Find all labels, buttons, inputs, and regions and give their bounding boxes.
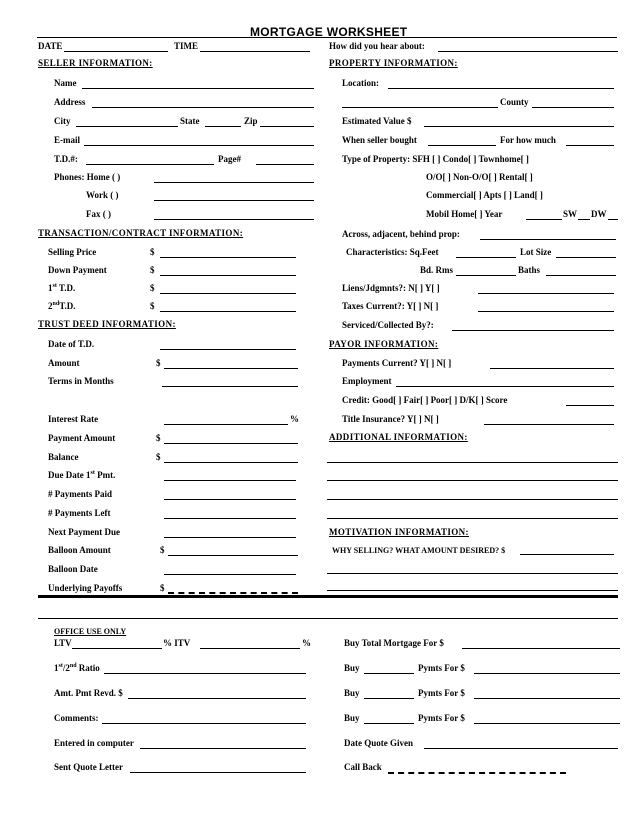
buy-total-field[interactable] <box>462 648 620 649</box>
additional-line-2[interactable] <box>327 480 618 481</box>
motivation-heading: MOTIVATION INFORMATION: <box>329 527 469 537</box>
section-divider <box>38 595 618 598</box>
dw-field[interactable] <box>608 219 618 220</box>
payment-amount-field[interactable] <box>164 443 298 444</box>
amount-field[interactable] <box>164 368 298 369</box>
buy-2-label: Buy <box>344 688 360 698</box>
selling-price-field[interactable] <box>160 257 296 258</box>
employment-label: Employment <box>342 376 392 386</box>
how-much-field[interactable] <box>566 145 614 146</box>
pymts-2-field[interactable] <box>474 698 620 699</box>
buy-2-pymts-field[interactable] <box>364 698 414 699</box>
itv-pct: % <box>302 638 311 648</box>
selling-price-label: Selling Price <box>48 247 97 257</box>
pymts-1-field[interactable] <box>474 673 620 674</box>
second-td-field[interactable] <box>160 311 296 312</box>
second-td-dollar: $ <box>150 301 155 311</box>
date-field[interactable] <box>64 51 168 52</box>
first-td-dollar: $ <box>150 283 155 293</box>
down-payment-label: Down Payment <box>48 265 107 275</box>
lot-size-field[interactable] <box>556 257 616 258</box>
balloon-amount-dollar: $ <box>160 545 165 555</box>
ltv-label: LTV <box>54 638 72 648</box>
buy-3-label: Buy <box>344 713 360 723</box>
terms-label: Terms in Months <box>48 376 114 386</box>
selling-price-dollar: $ <box>150 247 155 257</box>
seller-city-field[interactable] <box>76 126 178 127</box>
call-back-field[interactable] <box>388 772 566 774</box>
seller-state-label: State <box>180 116 200 126</box>
location-line2-field[interactable] <box>342 107 498 108</box>
payments-paid-label: # Payments Paid <box>48 489 112 499</box>
additional-line-1[interactable] <box>327 462 618 463</box>
additional-heading: ADDITIONAL INFORMATION: <box>329 432 468 442</box>
payments-paid-field[interactable] <box>164 499 296 500</box>
balance-dollar: $ <box>156 452 161 462</box>
title-rule <box>37 37 617 38</box>
entered-field[interactable] <box>140 748 306 749</box>
baths-field[interactable] <box>546 275 616 276</box>
why-selling-label: WHY SELLING? WHAT AMOUNT DESIRED? $ <box>332 546 506 555</box>
year-field[interactable] <box>526 219 562 220</box>
seller-city-label: City <box>54 116 71 126</box>
type-property-row4[interactable]: Mobil Home[ ] Year <box>426 209 503 219</box>
interest-rate-pct: % <box>290 414 299 424</box>
payments-current-label[interactable]: Payments Current? Y[ ] N[ ] <box>342 358 452 368</box>
seller-td-field[interactable] <box>86 164 214 165</box>
location-field[interactable] <box>388 88 614 89</box>
type-property-row3[interactable]: Commercial[ ] Apts [ ] Land[ ] <box>426 190 543 200</box>
call-back-label: Call Back <box>344 762 382 772</box>
due-date-label: Due Date 1st Pmt. <box>48 470 116 480</box>
sent-quote-label: Sent Quote Letter <box>54 762 123 772</box>
dw-label[interactable]: DW <box>591 209 607 219</box>
interest-rate-label: Interest Rate <box>48 414 99 424</box>
next-payment-field[interactable] <box>164 537 296 538</box>
title-insurance-label[interactable]: Title Insurance? Y[ ] N[ ] <box>342 414 439 424</box>
ratio-field[interactable] <box>104 673 306 674</box>
bd-rms-label: Bd. Rms <box>420 265 454 275</box>
how-heard-label: How did you hear about: <box>329 41 425 51</box>
location-label: Location: <box>342 78 379 88</box>
motivation-line-2[interactable] <box>327 573 618 574</box>
seller-name-field[interactable] <box>82 88 314 89</box>
seller-email-label: E-mail <box>54 135 80 145</box>
estimated-value-field[interactable] <box>424 126 614 127</box>
buy-total-label: Buy Total Mortgage For $ <box>344 638 444 648</box>
payment-amount-label: Payment Amount <box>48 433 116 443</box>
additional-line-3[interactable] <box>327 499 618 500</box>
seller-zip-label: Zip <box>244 116 258 126</box>
seller-heading: SELLER INFORMATION: <box>38 58 153 68</box>
baths-label: Baths <box>518 265 541 275</box>
why-selling-field[interactable] <box>520 554 614 555</box>
pymts-2-label: Pymts For $ <box>418 688 465 698</box>
page-title: MORTGAGE WORKSHEET <box>250 25 408 39</box>
buy-1-label: Buy <box>344 663 360 673</box>
when-bought-field[interactable] <box>428 145 496 146</box>
phone-home-field[interactable] <box>154 182 314 183</box>
balance-field[interactable] <box>164 462 298 463</box>
type-property-row2[interactable]: O/O[ ] Non-O/O[ ] Rental[ ] <box>426 172 533 182</box>
second-td-label: 2ndT.D. <box>48 301 76 311</box>
office-top-rule <box>38 618 618 619</box>
phone-fax-label: Fax ( ) <box>86 209 111 219</box>
interest-rate-field[interactable] <box>164 424 288 425</box>
amt-pmt-field[interactable] <box>128 698 306 699</box>
date-quote-label: Date Quote Given <box>344 738 413 748</box>
credit-score-field[interactable] <box>566 405 614 406</box>
date-quote-field[interactable] <box>424 748 618 749</box>
phone-work-field[interactable] <box>154 200 314 201</box>
pymts-3-field[interactable] <box>474 723 620 724</box>
payor-heading: PAYOR INFORMATION: <box>329 339 439 349</box>
phone-work-label: Work ( ) <box>86 190 119 200</box>
liens-label[interactable]: Liens/Jdgmnts?: N[ ] Y[ ] <box>342 283 440 293</box>
comments-field[interactable] <box>102 723 306 724</box>
down-payment-dollar: $ <box>150 265 155 275</box>
sent-quote-field[interactable] <box>130 772 306 773</box>
underlying-dollar: $ <box>160 583 165 593</box>
amt-pmt-label: Amt. Pmt Revd. $ <box>54 688 123 698</box>
due-date-field[interactable] <box>164 480 296 481</box>
payments-left-label: # Payments Left <box>48 508 111 518</box>
phones-home-label: Phones: Home ( ) <box>54 172 121 182</box>
phone-fax-field[interactable] <box>154 219 314 220</box>
balloon-date-field[interactable] <box>164 574 296 575</box>
title-insurance-field[interactable] <box>484 424 614 425</box>
time-field[interactable] <box>200 51 310 52</box>
payments-current-field[interactable] <box>490 368 614 369</box>
date-td-label: Date of T.D. <box>48 339 95 349</box>
employment-field[interactable] <box>396 386 614 387</box>
how-much-label: For how much <box>500 135 556 145</box>
bd-rms-field[interactable] <box>456 275 516 276</box>
additional-line-4[interactable] <box>327 518 618 519</box>
first-td-field[interactable] <box>160 293 296 294</box>
sqfeet-field[interactable] <box>456 257 516 258</box>
pymts-3-label: Pymts For $ <box>418 713 465 723</box>
underlying-label: Underlying Payoffs <box>48 583 123 593</box>
serviced-field[interactable] <box>452 330 614 331</box>
trust-heading: TRUST DEED INFORMATION: <box>38 319 176 329</box>
seller-page-label: Page# <box>218 154 241 164</box>
seller-td-label: T.D.#: <box>54 154 78 164</box>
office-heading: OFFICE USE ONLY <box>54 627 127 636</box>
terms-field[interactable] <box>162 386 298 387</box>
itv-field[interactable] <box>200 648 300 649</box>
taxes-label[interactable]: Taxes Current?: Y[ ] N[ ] <box>342 301 439 311</box>
seller-zip-field[interactable] <box>260 126 314 127</box>
amount-label: Amount <box>48 358 80 368</box>
next-payment-label: Next Payment Due <box>48 527 120 537</box>
balloon-date-label: Balloon Date <box>48 564 98 574</box>
first-td-label: 1st T.D. <box>48 283 76 293</box>
transaction-heading: TRANSACTION/CONTRACT INFORMATION: <box>38 228 244 238</box>
entered-label: Entered in computer <box>54 738 134 748</box>
amount-dollar: $ <box>156 358 161 368</box>
county-field[interactable] <box>532 107 614 108</box>
across-field[interactable] <box>480 239 616 240</box>
payments-left-field[interactable] <box>164 518 296 519</box>
taxes-field[interactable] <box>478 311 614 312</box>
seller-state-field[interactable] <box>205 126 241 127</box>
property-heading: PROPERTY INFORMATION: <box>329 58 458 68</box>
county-label: County <box>500 97 529 107</box>
sw-label[interactable]: SW <box>563 209 578 219</box>
characteristics-label: Characteristics: Sq.Feet <box>346 247 439 257</box>
comments-label: Comments: <box>54 713 99 723</box>
estimated-value-label: Estimated Value $ <box>342 116 412 126</box>
how-heard-field[interactable] <box>438 51 618 52</box>
serviced-label: Serviced/Collected By?: <box>342 320 434 330</box>
balloon-amount-field[interactable] <box>168 555 298 556</box>
balloon-amount-label: Balloon Amount <box>48 545 111 555</box>
balance-label: Balance <box>48 452 79 462</box>
buy-1-pymts-field[interactable] <box>364 673 414 674</box>
itv-label: % ITV <box>163 638 191 648</box>
when-bought-label: When seller bought <box>342 135 417 145</box>
time-label: TIME <box>174 41 199 51</box>
seller-page-field[interactable] <box>256 164 314 165</box>
liens-field[interactable] <box>478 293 614 294</box>
across-label: Across, adjacent, behind prop: <box>342 229 460 239</box>
buy-3-pymts-field[interactable] <box>364 723 414 724</box>
underlying-field[interactable] <box>168 592 298 594</box>
down-payment-field[interactable] <box>160 275 296 276</box>
motivation-line-3[interactable] <box>327 590 618 591</box>
seller-address-field[interactable] <box>92 107 314 108</box>
sw-dw-gap <box>578 219 590 220</box>
ltv-field[interactable] <box>72 648 162 649</box>
date-label: DATE <box>38 41 63 51</box>
pymts-1-label: Pymts For $ <box>418 663 465 673</box>
lot-size-label: Lot Size <box>520 247 552 257</box>
seller-email-field[interactable] <box>84 145 314 146</box>
seller-name-label: Name <box>54 78 77 88</box>
type-property-row1[interactable]: Type of Property: SFH [ ] Condo[ ] Townhome[ ] <box>342 154 529 164</box>
credit-label[interactable]: Credit: Good[ ] Fair[ ] Poor[ ] D/K[ ] Score <box>342 395 508 405</box>
date-td-field[interactable] <box>160 349 296 350</box>
payment-amount-dollar: $ <box>156 433 161 443</box>
seller-address-label: Address <box>54 97 86 107</box>
ratio-label: 1st/2nd Ratio <box>54 663 100 673</box>
